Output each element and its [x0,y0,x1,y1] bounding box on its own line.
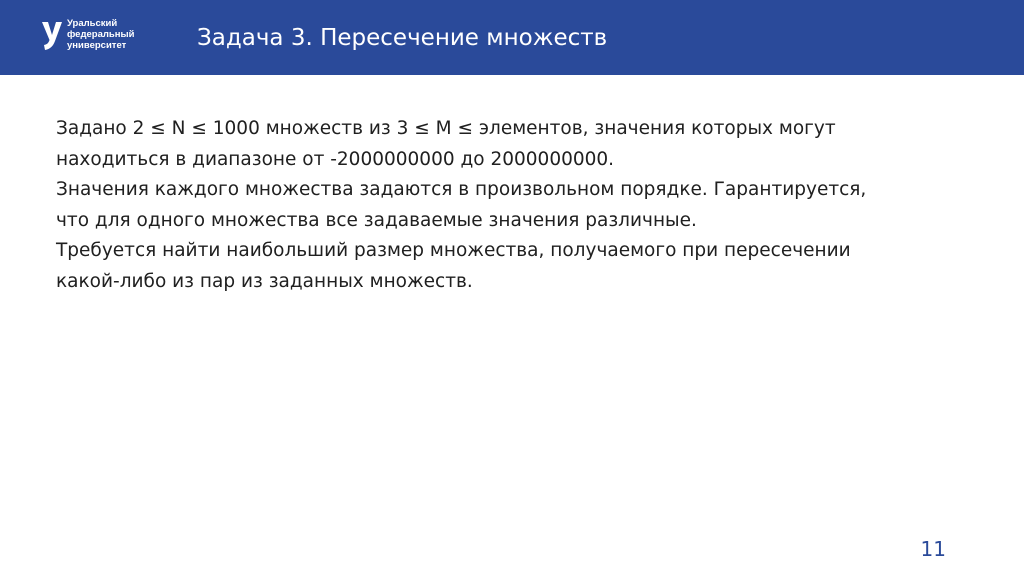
statement-line: Требуется найти наибольший размер множества, получаемого при пересечении [56,240,851,261]
urfu-logo-icon [40,19,64,53]
logo-line: федеральный [67,29,135,40]
logo-line: университет [67,40,127,51]
page-number: 11 [920,537,946,561]
logo-text [67,18,134,51]
statement-line: что для одного множества все задаваемые значения различные. [56,209,697,231]
logo-line: Уральский [67,18,118,29]
statement-line: находиться в диапазоне от -2000000000 до 2000000000. [56,148,615,170]
university-logo [40,17,180,57]
slide-title: Задача 3. Пересечение множеств [197,25,608,51]
statement-line: Задано 2 ≤ N ≤ 1000 множеств из 3 ≤ M ≤ элементов, значения которых могут [56,118,836,139]
problem-statement [56,114,971,297]
statement-line: Значения каждого множества задаются в произвольном порядке. Гарантируется, [56,179,867,200]
statement-line: какой-либо из пар из заданных множеств. [56,270,473,292]
header-bar [0,0,1024,75]
